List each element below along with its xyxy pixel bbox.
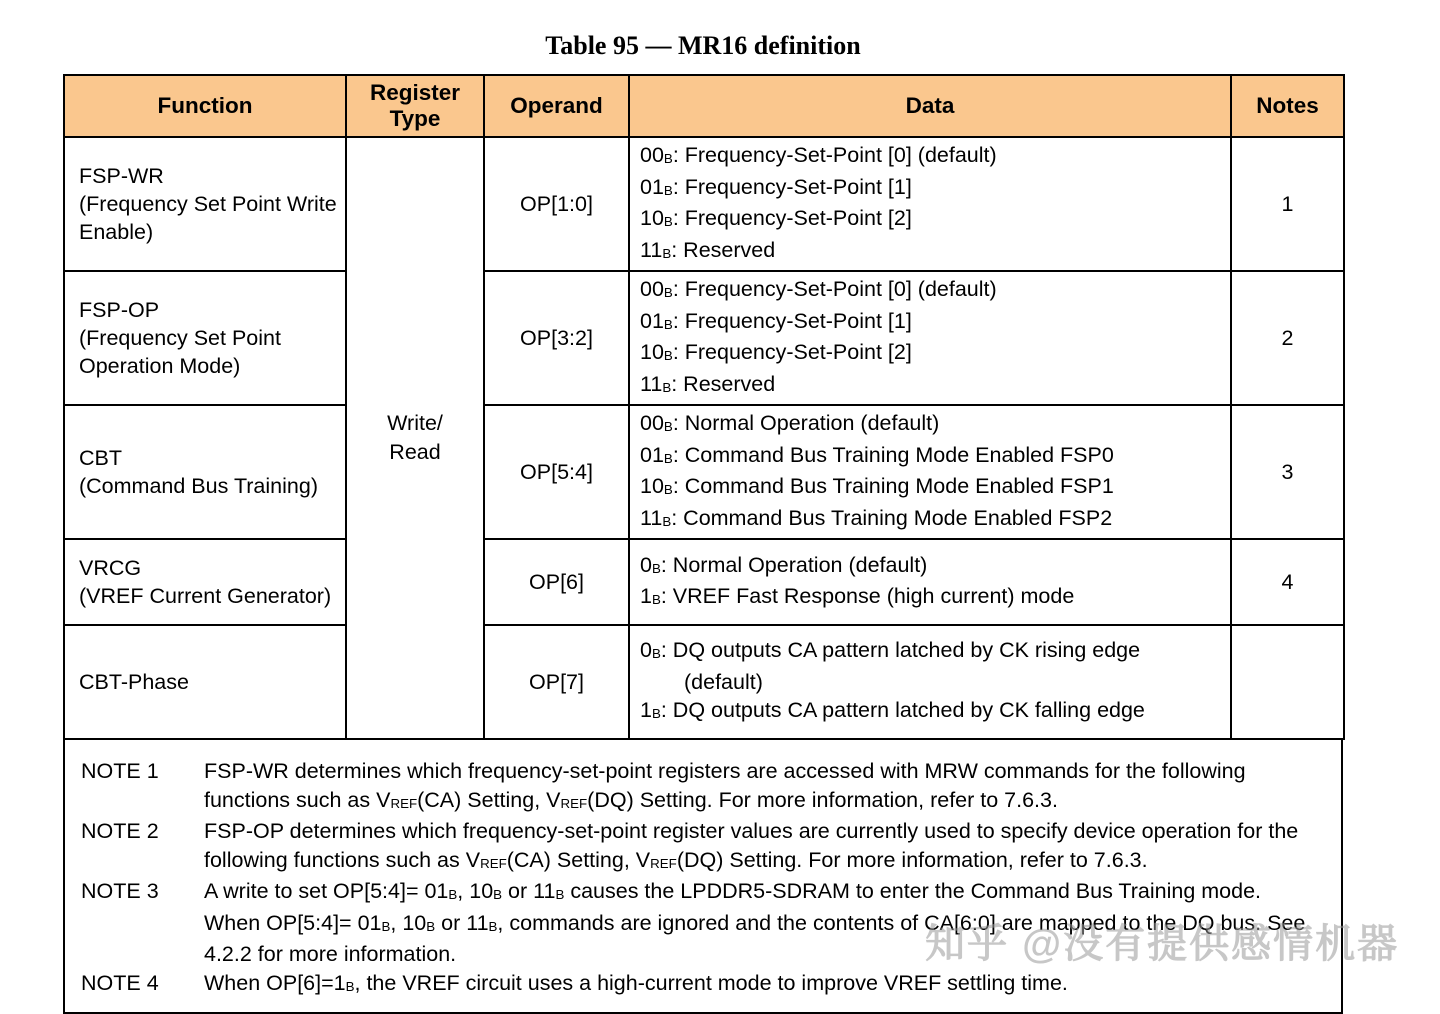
note-row	[81, 817, 1323, 877]
note-label: NOTE 3	[81, 879, 159, 903]
operand-cell: OP[7]	[484, 625, 629, 739]
table-row	[64, 137, 1344, 271]
function-cell	[64, 539, 346, 625]
note-text: When $OP[6]=1_B$, the VREF circuit uses a high-current mode to improve VREF settling time.	[204, 970, 1068, 995]
column-header-data: Data	[629, 75, 1231, 137]
data-line: $10_B$: Frequency-Set-Point [2]	[640, 206, 912, 230]
function-cell	[64, 405, 346, 539]
function-description: (Frequency Set Point Write Enable)	[79, 192, 337, 244]
column-header-operand: Operand	[484, 75, 629, 137]
operand-cell: OP[3:2]	[484, 271, 629, 405]
data-line: $00_B$: Normal Operation (default)	[640, 411, 940, 435]
register-type-cell: Write/ Read	[346, 137, 484, 739]
column-header-notes: Notes	[1231, 75, 1344, 137]
table-row	[64, 625, 1344, 739]
data-line: $01_B$: Frequency-Set-Point [1]	[640, 174, 912, 199]
table-caption: Table 95 — MR16 definition	[545, 31, 861, 60]
function-cell	[64, 271, 346, 405]
function-name: FSP-WR	[79, 164, 164, 188]
data-line: $0_B$: DQ outputs CA pattern latched by CK rising edge (default)	[640, 638, 1141, 694]
operand-cell: OP[1:0]	[484, 137, 629, 271]
function-name: CBT-Phase	[79, 670, 189, 694]
function-description: (VREF Current Generator)	[79, 584, 332, 608]
notes-section	[63, 740, 1343, 1014]
data-line: $01_B$: Command Bus Training Mode Enabled FSP0	[640, 442, 1114, 467]
data-line: $11_B$: Reserved	[640, 371, 776, 396]
data-cell	[629, 137, 1231, 271]
note-number-cell: 1	[1231, 137, 1344, 271]
table-header-row	[64, 75, 1344, 137]
column-header-function: Function	[64, 75, 346, 137]
note-number-cell: 3	[1231, 405, 1344, 539]
table-row	[64, 271, 1344, 405]
operand-cell: OP[5:4]	[484, 405, 629, 539]
table-row	[64, 405, 1344, 539]
data-line: $00_B$: Frequency-Set-Point [0] (default)	[640, 277, 997, 301]
data-cell	[629, 539, 1231, 625]
note-number-cell: 4	[1231, 539, 1344, 625]
data-cell	[629, 271, 1231, 405]
note-number-cell	[1231, 625, 1344, 739]
watermark: 知乎 @没有提供感情机器	[925, 922, 1400, 966]
note-row	[81, 969, 1323, 1001]
data-line: $1_B$: DQ outputs CA pattern latched by CK falling edge	[640, 698, 1145, 723]
data-line: $01_B$: Frequency-Set-Point [1]	[640, 308, 912, 333]
note-label: NOTE 2	[81, 819, 159, 843]
document-page	[0, 30, 1440, 1000]
function-cell	[64, 137, 346, 271]
data-line: $10_B$: Command Bus Training Mode Enabled FSP1	[640, 474, 1114, 498]
data-line: $11_B$: Reserved	[640, 237, 776, 262]
note-text: FSP-OP determines which frequency-set-point register values are currently used to specify device operation for the following functions such as $V_{REF}(CA)$ Setting, $V_{REF}(DQ)$ Setting. For more information, refer to 7.6.3.	[204, 819, 1299, 872]
function-description: (Command Bus Training)	[79, 474, 318, 498]
function-name: CBT	[79, 446, 122, 470]
note-number-cell: 2	[1231, 271, 1344, 405]
data-cell	[629, 405, 1231, 539]
data-line: $1_B$: VREF Fast Response (high current) mode	[640, 584, 1075, 608]
data-line: $11_B$: Command Bus Training Mode Enabled FSP2	[640, 505, 1113, 530]
function-description: (Frequency Set Point Operation Mode)	[79, 326, 281, 378]
data-line: $0_B$: Normal Operation (default)	[640, 552, 928, 577]
function-name: VRCG	[79, 556, 142, 580]
note-text: FSP-WR determines which frequency-set-point registers are accessed with MRW commands for the following functions such as $V_{REF}(CA)$ Setting, $V_{REF}(DQ)$ Setting. For more information, refer to 7.6.3.	[204, 759, 1246, 812]
data-cell	[629, 625, 1231, 739]
data-line: $00_B$: Frequency-Set-Point [0] (default)	[640, 143, 997, 167]
note-row	[81, 757, 1323, 817]
note-label: NOTE 1	[81, 759, 159, 783]
operand-cell: OP[6]	[484, 539, 629, 625]
function-cell	[64, 625, 346, 739]
function-name: FSP-OP	[79, 298, 160, 322]
note-label: NOTE 4	[81, 970, 159, 995]
column-header-register-type: Register Type	[346, 75, 484, 137]
data-line: $10_B$: Frequency-Set-Point [2]	[640, 340, 912, 364]
mr16-definition-table	[63, 74, 1345, 740]
table-row	[64, 539, 1344, 625]
note-text: A write to set OP[5:4]= $01_B$, $10_B$ or $11_B$ causes the LPDDR5-SDRAM to enter the Command Bus Training mode. When OP[5:4]= $01_B$, $10_B$ or $11_B$, commands are ignored and the contents of CA[6:0] are mapped to the DQ bus. See 4.2.2 for more information.	[204, 879, 1306, 966]
